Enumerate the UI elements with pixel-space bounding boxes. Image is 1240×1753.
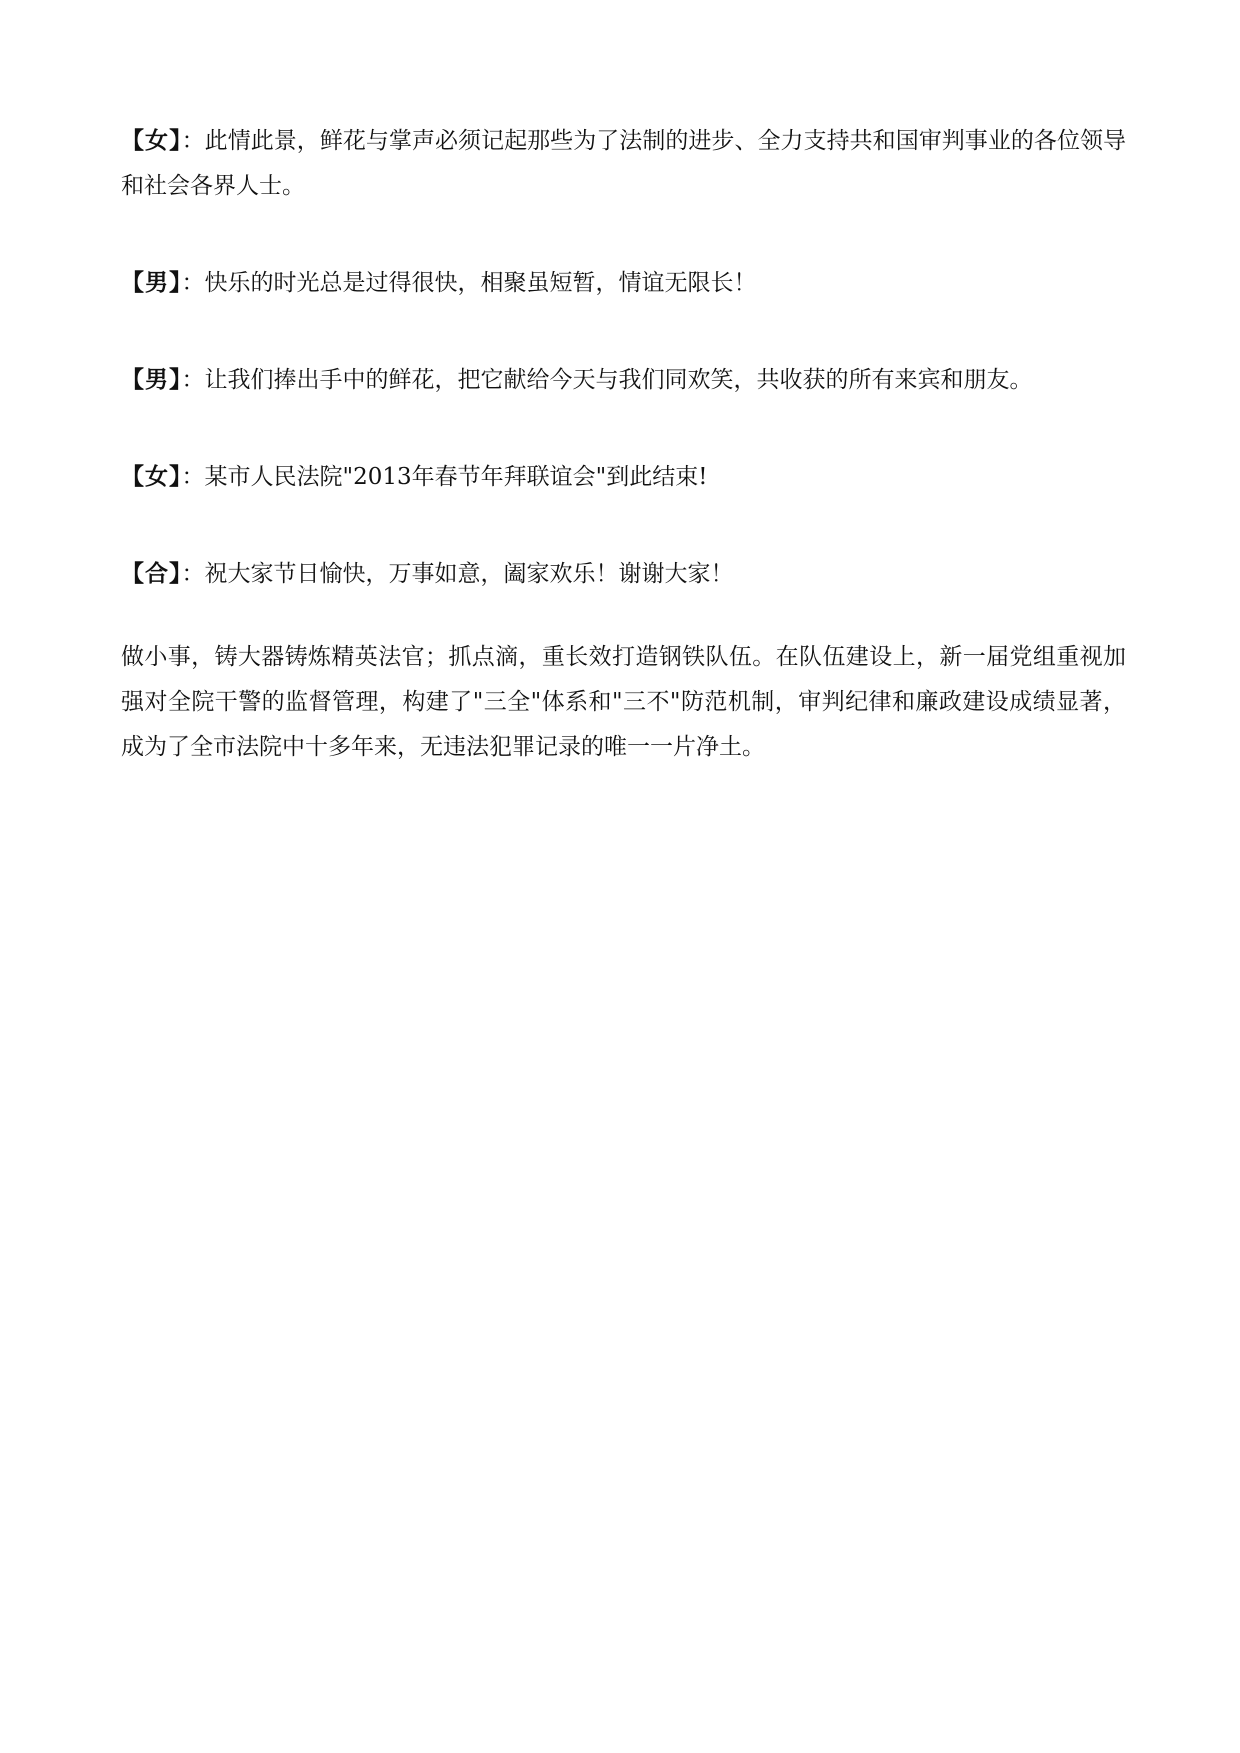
dialogue-text: 某市人民法院"2013年春节年拜联谊会"到此结束! bbox=[204, 464, 708, 490]
closing-paragraph: 做小事，铸大器铸炼精英法官；抓点滴，重长效打造钢铁队伍。在队伍建设上，新一届党组重视加强对全院干警的监督管理，构建了"三全"体系和"三不"防范机制，审判纪律和廉政建设成绩显著，成为了全市法院中十多年来，无违法犯罪记录的唯一一片净土。 bbox=[121, 644, 1126, 760]
paragraph-spacer bbox=[121, 306, 1126, 357]
document-content bbox=[121, 118, 1126, 770]
dialogue-text: 此情此景，鲜花与掌声必须记起那些为了法制的进步、全力支持共和国审判事业的各位领导和社会各界人士。 bbox=[121, 128, 1127, 199]
dialogue-line-5 bbox=[121, 551, 1126, 597]
dialogue-line-1 bbox=[121, 118, 1126, 209]
dialogue-line-2 bbox=[121, 260, 1126, 306]
speaker-separator: ： bbox=[181, 367, 205, 393]
paragraph-spacer bbox=[121, 403, 1126, 454]
paragraph-spacer bbox=[121, 209, 1126, 260]
dialogue-text: 祝大家节日愉快，万事如意，阖家欢乐！谢谢大家！ bbox=[204, 561, 734, 587]
speaker-label: 【男】 bbox=[121, 366, 182, 393]
speaker-label: 【女】 bbox=[121, 127, 182, 154]
speaker-separator: ： bbox=[181, 561, 205, 587]
speaker-separator: ： bbox=[181, 128, 205, 154]
speaker-label: 【男】 bbox=[121, 269, 182, 296]
speaker-separator: ： bbox=[181, 270, 205, 296]
dialogue-text: 让我们捧出手中的鲜花，把它献给今天与我们同欢笑，共收获的所有来宾和朋友。 bbox=[204, 367, 1033, 393]
speaker-label: 【合】 bbox=[121, 560, 182, 587]
dialogue-line-4 bbox=[121, 454, 1126, 500]
dialogue-line-3 bbox=[121, 357, 1126, 403]
speaker-label: 【女】 bbox=[121, 463, 182, 490]
dialogue-text: 快乐的时光总是过得很快，相聚虽短暂，情谊无限长！ bbox=[204, 270, 757, 296]
speaker-separator: ： bbox=[181, 464, 205, 490]
paragraph-spacer bbox=[121, 500, 1126, 551]
paragraph-spacer bbox=[121, 597, 1126, 635]
